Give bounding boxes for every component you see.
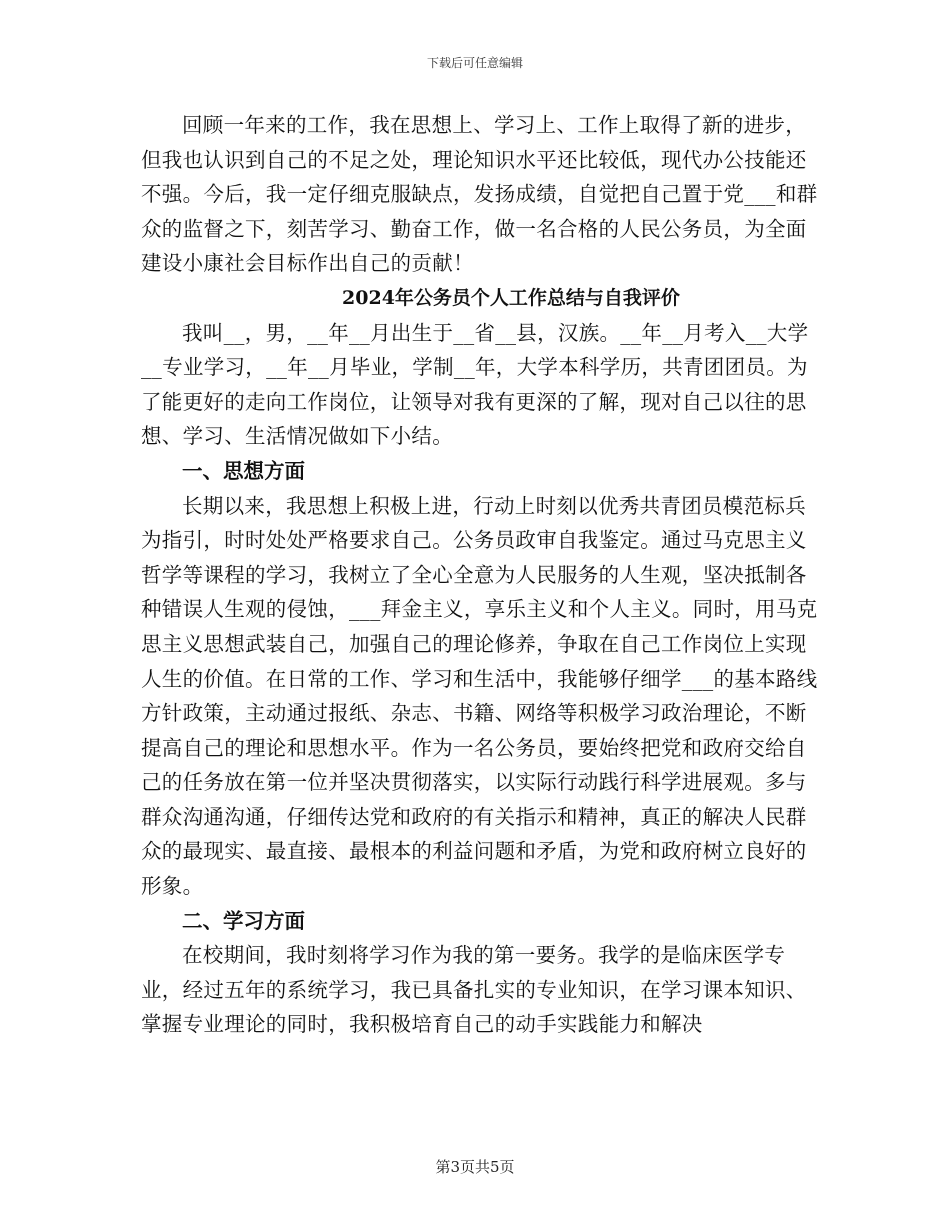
paragraph-thought: 长期以来，我思想上积极上进，行动上时刻以优秀共青团员模范标兵为指引，时时处处严格要求自己。公务员政审自我鉴定。通过马克思主义哲学等课程的学习，我树立了全心全意为人民服务的人生观，坚决抵制各种错误人生观的侵蚀，___拜金主义，享乐主义和个人主义。同时，用马克思主义思想武装自己，加强自己的理论修养，争取在自己工作岗位上实现人生的价值。在日常的工作、学习和生活中，我能够仔细学___的基本路线方针政策，主动通过报纸、杂志、书籍、网络等积极学习政治理论，不断提高自己的理论和思想水平。作为一名公务员，要始终把党和政府交给自己的任务放在第一位并坚决贯彻落实，以实际行动践行科学进展观。多与群众沟通沟通，仔细传达党和政府的有关指示和精神，真正的解决人民群众的最现实、最直接、最根本的利益问题和矛盾，为党和政府树立良好的形象。 bbox=[141, 493, 818, 899]
paragraph-study: 在校期间，我时刻将学习作为我的第一要务。我学的是临床医学专业，经过五年的系统学习，我已具备扎实的专业知识，在学习课本知识、掌握专业理论的同时，我积极培育自己的动手实践能力和解决 bbox=[141, 943, 807, 1037]
paragraph-intro: 回顾一年来的工作，我在思想上、学习上、工作上取得了新的进步，但我也认识到自己的不足之处，理论知识水平还比较低，现代办公技能还不强。今后，我一定仔细克服缺点，发扬成绩，自觉把自己置于党___和群众的监督之下，刻苦学习、勤奋工作，做一名合格的人民公务员，为全面建设小康社会目标作出自己的贡献！ bbox=[141, 113, 818, 276]
section-heading-thought: 一、思想方面 bbox=[182, 458, 305, 483]
paragraph-profile: 我叫__，男，__年__月出生于__省__县，汉族。__年__月考入__大学__专业学习，__年__月毕业，学制__年，大学本科学历，共青团团员。为了能更好的走向工作岗位，让领导对我有更深的了解，现对自己以往的思想、学习、生活情况做如下小结。 bbox=[141, 320, 809, 449]
section-heading-study: 二、学习方面 bbox=[182, 908, 305, 933]
document-body bbox=[141, 108, 821, 1042]
document-title: 2024年公务员个人工作总结与自我评价 bbox=[342, 286, 680, 309]
page-number: 第3页共5页 bbox=[435, 1158, 515, 1176]
header-note: 下载后可任意编辑 bbox=[426, 56, 523, 70]
